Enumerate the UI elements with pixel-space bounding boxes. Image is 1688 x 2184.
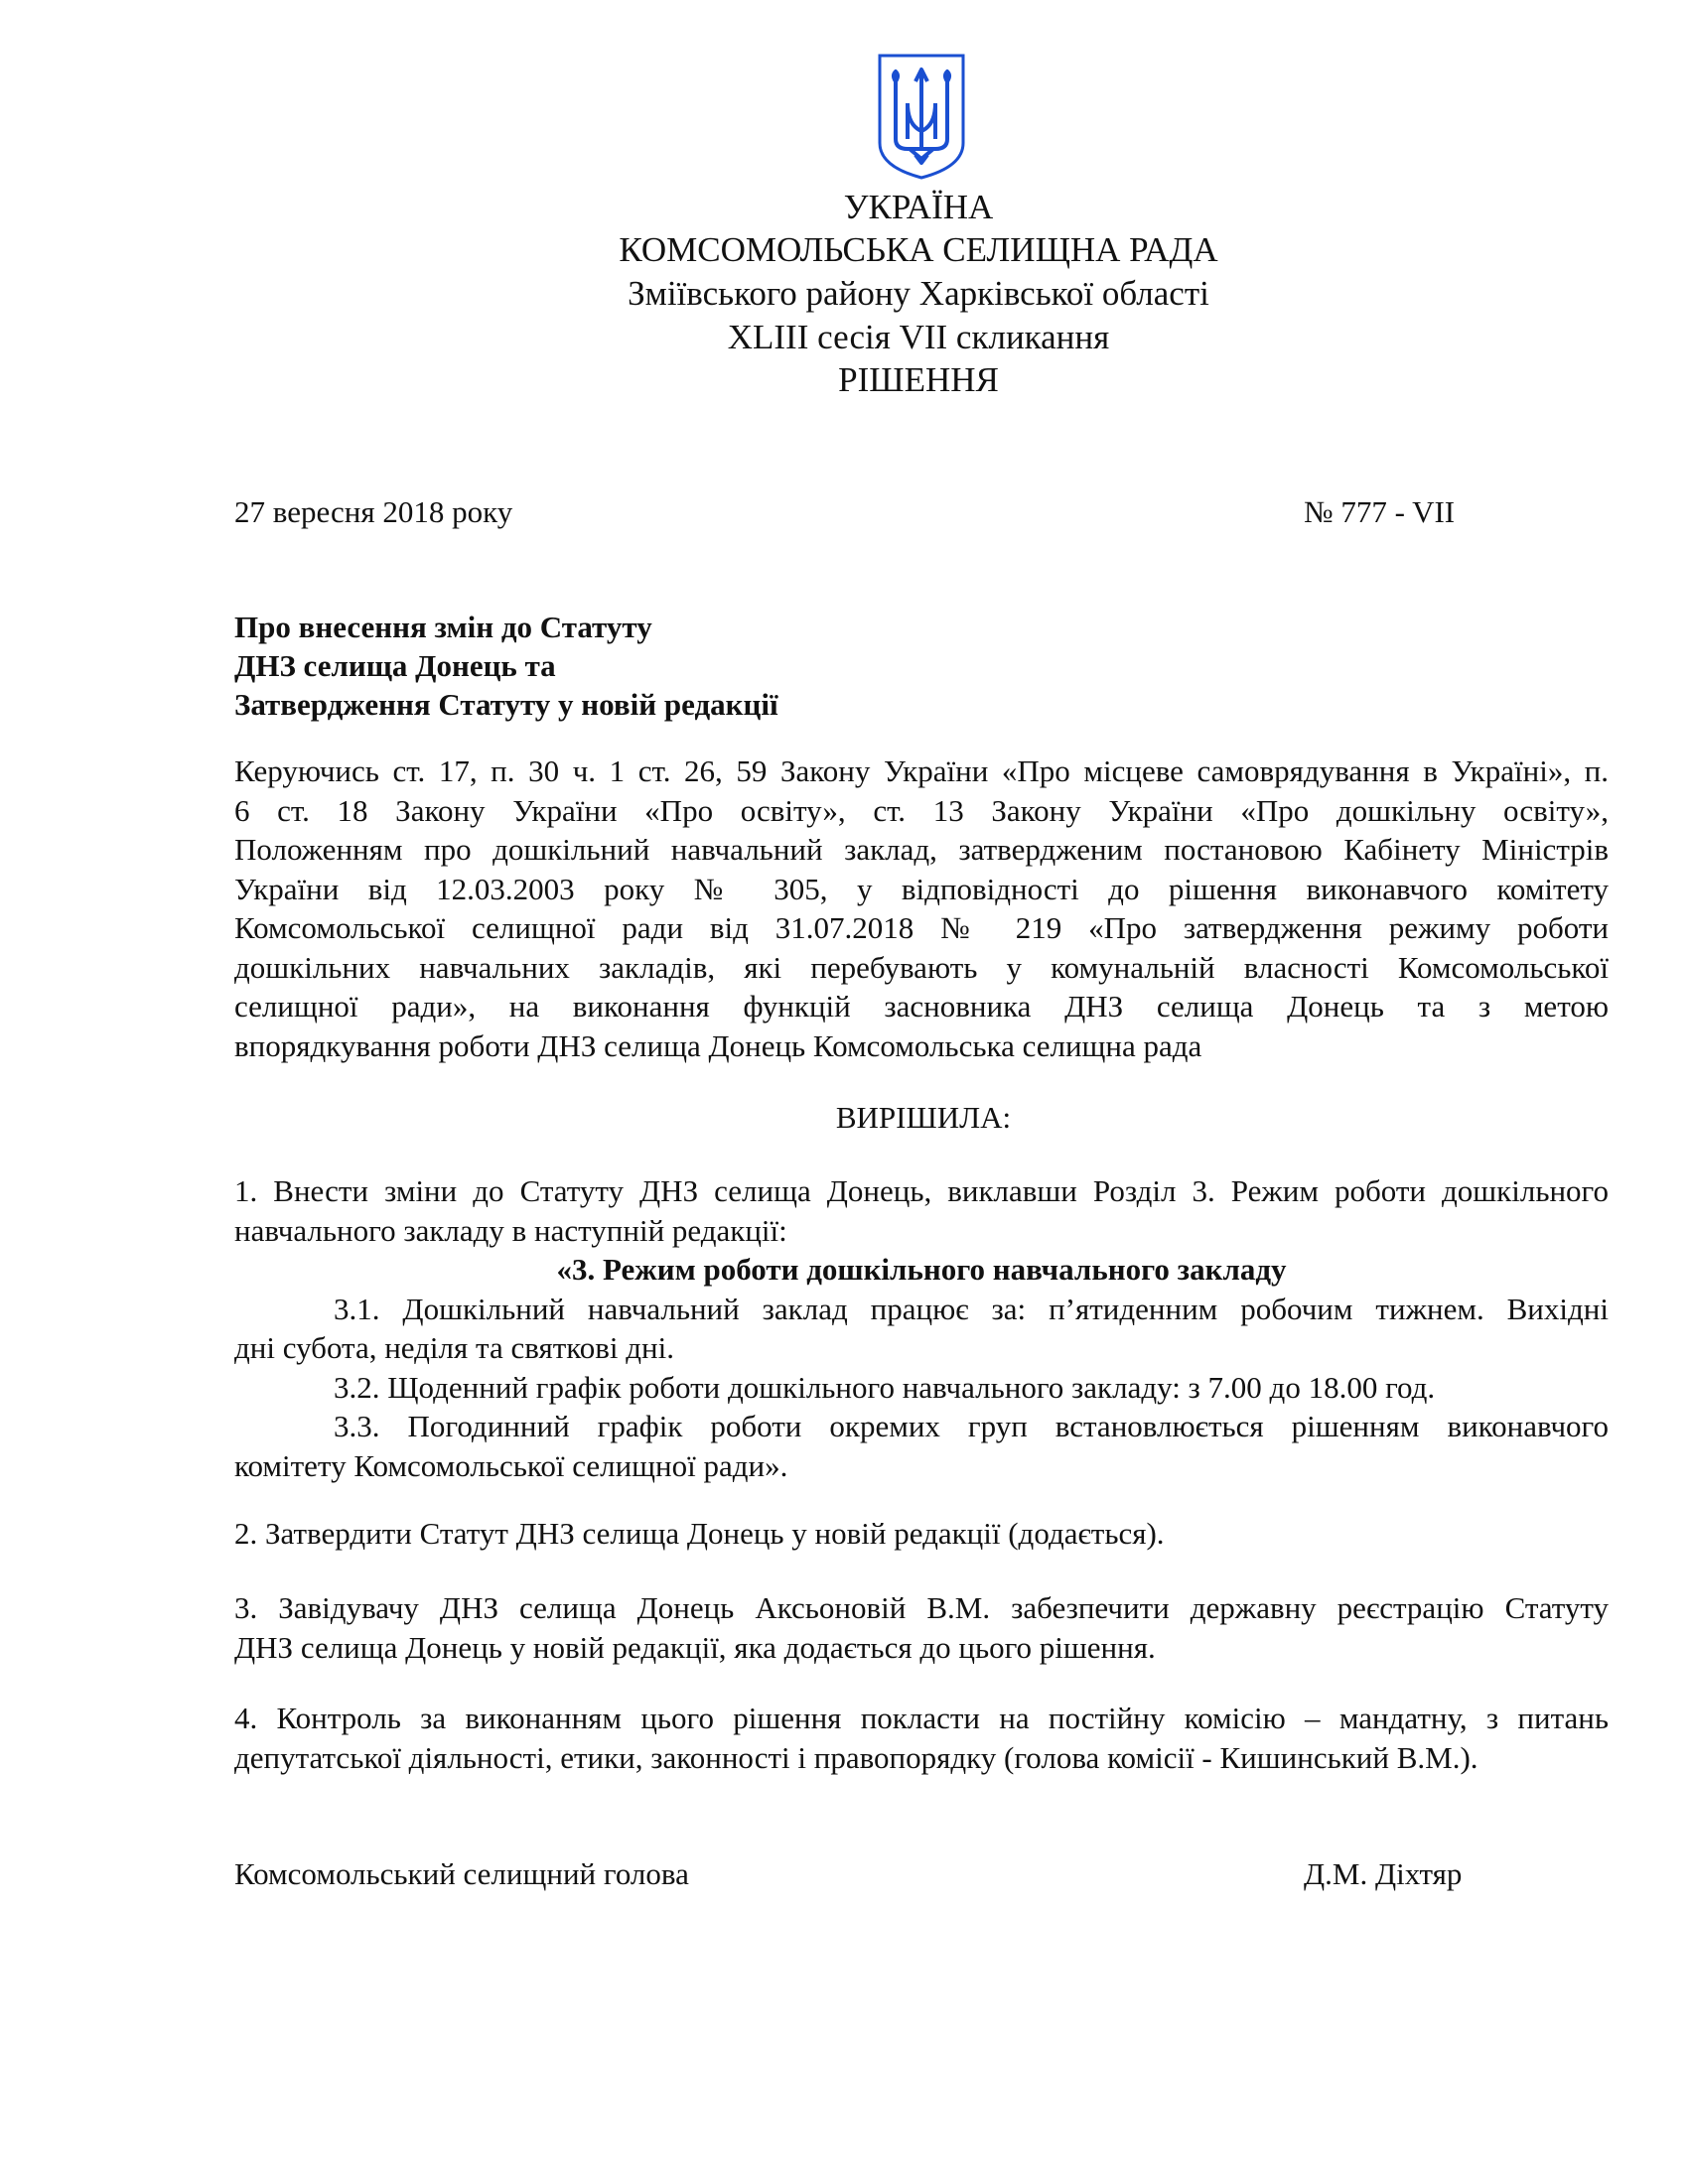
signatory-name: Д.М. Діхтяр xyxy=(1304,1856,1463,1891)
item-2 xyxy=(234,1514,1609,1554)
subject-line: ДНЗ селища Донець та xyxy=(234,648,556,683)
item-2-line: 2. Затвердити Статут ДНЗ селища Донець у новій редакції (додається). xyxy=(234,1516,1165,1551)
resolved-heading: ВИРІШИЛА: xyxy=(835,1100,1012,1135)
signatory-position: Комсомольський селищний голова xyxy=(234,1856,689,1891)
document-subject xyxy=(234,608,778,724)
item-4 xyxy=(234,1699,1609,1777)
subitem-3-3-line: комітету Комсомольської селищної ради». xyxy=(234,1447,788,1483)
preamble-line: Керуючись ст. 17, п. 30 ч. 1 ст. 26, 59 Закону України «Про місцеве самоврядування в Україні», п. xyxy=(234,753,1609,788)
council-title: КОМСОМОЛЬСЬКА СЕЛИЩНА РАДА xyxy=(619,230,1218,269)
subitem-3-2: 3.2. Щоденний графік роботи дошкільного навчального закладу: з 7.00 до 18.00 год. xyxy=(334,1369,1436,1405)
subitem-3-1-line: 3.1. Дошкільний навчальний заклад працює за: п’ятиденним робочим тижнем. Вихідні xyxy=(334,1291,1609,1326)
item-3 xyxy=(234,1588,1609,1667)
subitem-3-1-line: дні субота, неділя та святкові дні. xyxy=(234,1330,674,1365)
item-1-line: навчального закладу в наступній редакції: xyxy=(234,1212,787,1248)
subject-line: Про внесення змін до Статуту xyxy=(234,610,652,644)
document-type: РІШЕННЯ xyxy=(838,360,999,399)
country-title: УКРАЇНА xyxy=(843,188,994,226)
item-4-line: депутатської діяльності, етики, законності і правопорядку (голова комісії - Кишинський В.М.). xyxy=(234,1739,1478,1775)
item-4-line: 4. Контроль за виконанням цього рішення покласти на постійну комісію – мандатну, з питань xyxy=(234,1701,1609,1735)
preamble-line: дошкільних навчальних закладів, які перебувають у комунальній власності Комсомольської xyxy=(234,949,1609,985)
preamble-line: Комсомольської селищної ради від 31.07.2018 № 219 «Про затвердження режиму роботи xyxy=(234,910,1609,945)
preamble-line: Положенням про дошкільний навчальний заклад, затвердженим постановою Кабінету Міністрів xyxy=(234,832,1609,867)
subject-line: Затвердження Статуту у новій редакції xyxy=(234,687,778,722)
preamble-line: України від 12.03.2003 року № 305, у відповідності до рішення виконавчого комітету xyxy=(234,871,1609,906)
preamble-line: впорядкування роботи ДНЗ селища Донець Комсомольська селищна рада xyxy=(234,1027,1202,1063)
preamble-paragraph xyxy=(234,751,1609,1065)
item-3-line: 3. Завідувачу ДНЗ селища Донець Аксьоновій В.М. забезпечити державну реєстрацію Статуту xyxy=(234,1590,1609,1625)
section-title: «3. Режим роботи дошкільного навчального закладу xyxy=(556,1252,1287,1287)
coat-of-arms-icon xyxy=(876,52,967,181)
preamble-line: 6 ст. 18 Закону України «Про освіту», ст. 13 Закону України «Про дошкільну освіту», xyxy=(234,792,1609,828)
region-line: Зміївського району Харківської області xyxy=(628,274,1209,313)
document-number: № 777 - VII xyxy=(1304,494,1456,529)
subitem-3-3-line: 3.3. Погодинний графік роботи окремих груп встановлюється рішенням виконавчого xyxy=(334,1409,1609,1443)
item-3-line: ДНЗ селища Донець у новій редакції, яка додається до цього рішення. xyxy=(234,1629,1156,1665)
item-1-line: 1. Внести зміни до Статуту ДНЗ селища Донець, виклавши Розділ 3. Режим роботи дошкільного xyxy=(234,1173,1609,1208)
item-1 xyxy=(234,1171,1609,1485)
document-date: 27 вересня 2018 року xyxy=(234,494,513,529)
document-header xyxy=(397,187,1440,425)
preamble-line: селищної ради», на виконання функцій засновника ДНЗ селища Донець та з метою xyxy=(234,989,1609,1024)
session-line: XLIII сесія VII скликання xyxy=(727,318,1110,356)
